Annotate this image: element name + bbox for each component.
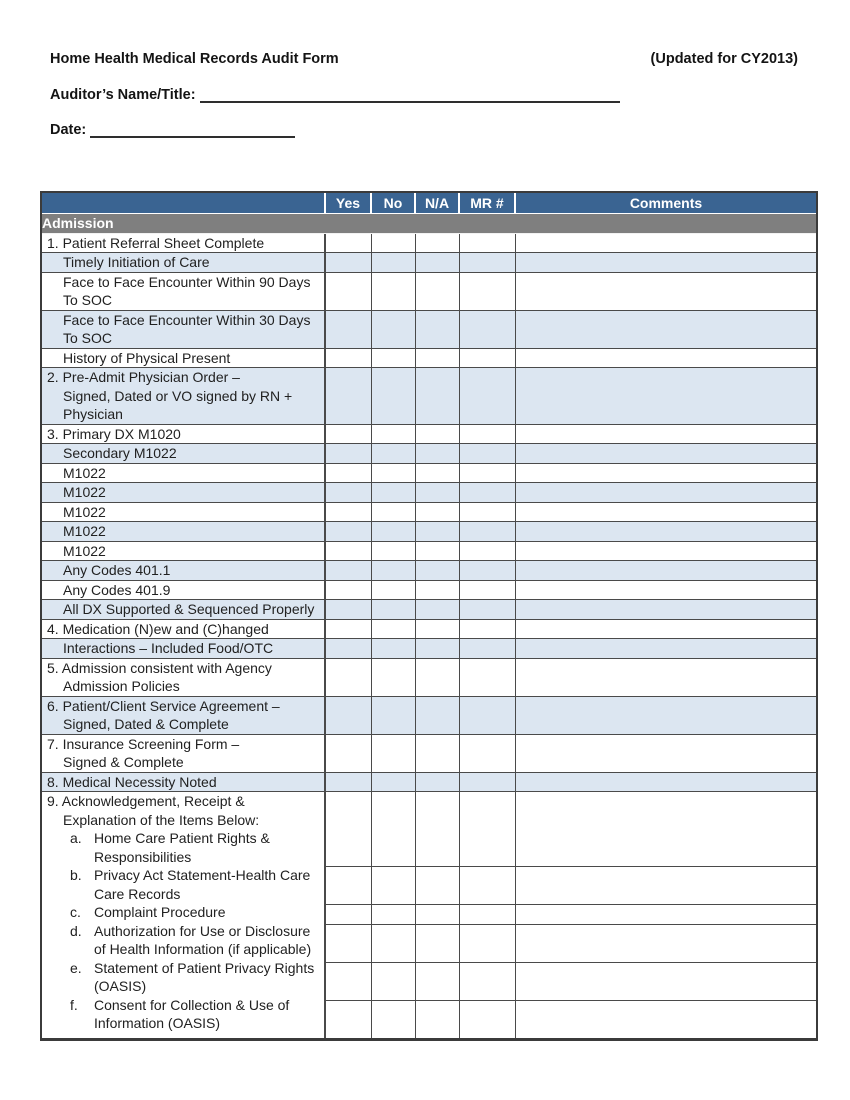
col-header-comments: Comments <box>516 193 816 214</box>
yes-cell[interactable] <box>326 773 372 793</box>
comments-cell[interactable] <box>516 503 816 523</box>
mr-cell[interactable] <box>460 867 516 905</box>
row-label: 6. Patient/Client Service Agreement – Signed, Dated & Complete <box>42 697 326 735</box>
comments-cell[interactable] <box>516 311 816 349</box>
sub-item-letter: e. <box>70 959 82 976</box>
comments-cell[interactable] <box>516 425 816 445</box>
col-header-mr: MR # <box>460 193 516 214</box>
col-header-na: N/A <box>416 193 460 214</box>
yes-cell[interactable] <box>326 1001 372 1038</box>
updated-for-label: (Updated for CY2013) <box>650 51 798 67</box>
no-cell[interactable] <box>372 483 416 503</box>
yes-cell[interactable] <box>326 639 372 659</box>
mr-cell[interactable] <box>460 905 516 925</box>
table-row <box>42 697 816 735</box>
table-row <box>42 735 816 773</box>
mr-cell[interactable] <box>460 349 516 369</box>
mr-cell[interactable] <box>460 773 516 793</box>
no-cell[interactable] <box>372 773 416 793</box>
no-cell[interactable] <box>372 867 416 905</box>
comments-cell[interactable] <box>516 697 816 735</box>
na-cell[interactable] <box>416 273 460 311</box>
na-cell[interactable] <box>416 349 460 369</box>
row-label: M1022 <box>42 503 326 523</box>
na-cell[interactable] <box>416 925 460 963</box>
col-header-yes: Yes <box>326 193 372 214</box>
audit-table <box>40 191 818 1041</box>
yes-cell[interactable] <box>326 234 372 254</box>
date-field <box>50 122 295 138</box>
row-label: All DX Supported & Sequenced Properly <box>42 600 326 620</box>
sub-item-label: Complaint Procedure <box>94 904 226 920</box>
comments-cell[interactable] <box>516 522 816 542</box>
page-title: Home Health Medical Records Audit Form <box>50 51 339 67</box>
no-cell[interactable] <box>372 444 416 464</box>
mr-cell[interactable] <box>460 368 516 425</box>
no-cell[interactable] <box>372 464 416 484</box>
mr-cell[interactable] <box>460 311 516 349</box>
mr-cell[interactable] <box>460 561 516 581</box>
yes-cell[interactable] <box>326 444 372 464</box>
na-cell[interactable] <box>416 581 460 601</box>
table-row <box>42 273 816 311</box>
mr-cell[interactable] <box>460 1001 516 1038</box>
row-label: M1022 <box>42 483 326 503</box>
yes-cell[interactable] <box>326 925 372 963</box>
yes-cell[interactable] <box>326 867 372 905</box>
na-cell[interactable] <box>416 867 460 905</box>
na-cell[interactable] <box>416 561 460 581</box>
na-cell[interactable] <box>416 697 460 735</box>
mr-cell[interactable] <box>460 792 516 867</box>
na-cell[interactable] <box>416 444 460 464</box>
table-row <box>42 639 816 659</box>
comments-cell[interactable] <box>516 925 816 963</box>
yes-cell[interactable] <box>326 697 372 735</box>
yes-cell[interactable] <box>326 561 372 581</box>
table-row <box>42 311 816 349</box>
auditor-name-line[interactable] <box>200 87 620 103</box>
comments-cell[interactable] <box>516 905 816 925</box>
no-cell[interactable] <box>372 1001 416 1038</box>
mr-cell[interactable] <box>460 425 516 445</box>
mr-cell[interactable] <box>460 522 516 542</box>
section-header-admission <box>42 214 816 234</box>
table-row <box>42 561 816 581</box>
comments-cell[interactable] <box>516 581 816 601</box>
no-cell[interactable] <box>372 697 416 735</box>
row-label: Face to Face Encounter Within 90 Days To SOC <box>42 273 326 311</box>
no-cell[interactable] <box>372 522 416 542</box>
no-cell[interactable] <box>372 253 416 273</box>
comments-cell[interactable] <box>516 963 816 1001</box>
sub-item-label: Consent for Collection & Use of <box>94 996 290 1013</box>
no-cell[interactable] <box>372 925 416 963</box>
no-cell[interactable] <box>372 600 416 620</box>
yes-cell[interactable] <box>326 464 372 484</box>
no-cell[interactable] <box>372 273 416 311</box>
table-row <box>42 234 816 254</box>
auditor-field <box>50 87 620 103</box>
na-cell[interactable] <box>416 963 460 1001</box>
row-label-item9: 9. Acknowledgement, Receipt & Explanation of the Items Below: a. Home Care Patient Rights & Responsibilities b. Privacy Act Statement-Health Care Care Records c. Complaint Procedure d. Authorization for Use or Disclosure of Health Information (if applicable) e. Statement of Patient Privacy Rights (OASIS) f. Consent for Collection & Use of Information (OASIS) <box>42 792 326 1038</box>
no-cell[interactable] <box>372 542 416 562</box>
table-row <box>42 581 816 601</box>
col-header-item <box>42 193 326 214</box>
mr-cell[interactable] <box>460 925 516 963</box>
comments-cell[interactable] <box>516 867 816 905</box>
mr-cell[interactable] <box>460 581 516 601</box>
table-row-item9 <box>42 792 816 867</box>
comments-cell[interactable] <box>516 620 816 640</box>
yes-cell[interactable] <box>326 581 372 601</box>
no-cell[interactable] <box>372 349 416 369</box>
mr-cell[interactable] <box>460 444 516 464</box>
table-row <box>42 542 816 562</box>
row-label: Secondary M1022 <box>42 444 326 464</box>
yes-cell[interactable] <box>326 905 372 925</box>
no-cell[interactable] <box>372 963 416 1001</box>
sub-item-letter: c. <box>70 904 81 920</box>
row-label: 8. Medical Necessity Noted <box>42 773 326 793</box>
na-cell[interactable] <box>416 905 460 925</box>
na-cell[interactable] <box>416 773 460 793</box>
no-cell[interactable] <box>372 792 416 867</box>
comments-cell[interactable] <box>516 368 816 425</box>
sub-item-letter: d. <box>70 922 82 939</box>
no-cell[interactable] <box>372 639 416 659</box>
na-cell[interactable] <box>416 368 460 425</box>
table-row <box>42 425 816 445</box>
row-label: Interactions – Included Food/OTC <box>42 639 326 659</box>
mr-cell[interactable] <box>460 542 516 562</box>
table-row <box>42 600 816 620</box>
yes-cell[interactable] <box>326 253 372 273</box>
sub-item-label: Home Care Patient Rights & <box>94 830 270 846</box>
yes-cell[interactable] <box>326 620 372 640</box>
na-cell[interactable] <box>416 503 460 523</box>
yes-cell[interactable] <box>326 792 372 867</box>
sub-item-label: Privacy Act Statement-Health Care <box>94 867 311 883</box>
row-label: 4. Medication (N)ew and (C)hanged <box>42 620 326 640</box>
yes-cell[interactable] <box>326 735 372 773</box>
table-row <box>42 659 816 697</box>
na-cell[interactable] <box>416 600 460 620</box>
sub-item-label: Authorization for Use or Disclosure <box>94 922 311 939</box>
comments-cell[interactable] <box>516 253 816 273</box>
row-label: History of Physical Present <box>42 349 326 369</box>
table-header-row <box>42 193 816 214</box>
na-cell[interactable] <box>416 311 460 349</box>
no-cell[interactable] <box>372 234 416 254</box>
row-label: Face to Face Encounter Within 30 Days To SOC <box>42 311 326 349</box>
sub-item-letter: a. <box>70 830 82 846</box>
mr-cell[interactable] <box>460 697 516 735</box>
mr-cell[interactable] <box>460 963 516 1001</box>
yes-cell[interactable] <box>326 503 372 523</box>
comments-cell[interactable] <box>516 464 816 484</box>
sub-item-letter: b. <box>70 867 82 883</box>
mr-cell[interactable] <box>460 659 516 697</box>
table-row <box>42 464 816 484</box>
na-cell[interactable] <box>416 620 460 640</box>
comments-cell[interactable] <box>516 773 816 793</box>
table-row <box>42 444 816 464</box>
yes-cell[interactable] <box>326 542 372 562</box>
no-cell[interactable] <box>372 659 416 697</box>
comments-cell[interactable] <box>516 234 816 254</box>
audit-table-body <box>42 214 816 1038</box>
comments-cell[interactable] <box>516 542 816 562</box>
mr-cell[interactable] <box>460 639 516 659</box>
table-row <box>42 522 816 542</box>
no-cell[interactable] <box>372 735 416 773</box>
row-label: 2. Pre-Admit Physician Order – Signed, Dated or VO signed by RN + Physician <box>42 368 326 425</box>
table-row <box>42 349 816 369</box>
row-label: 5. Admission consistent with Agency Admission Policies <box>42 659 326 697</box>
no-cell[interactable] <box>372 620 416 640</box>
comments-cell[interactable] <box>516 273 816 311</box>
comments-cell[interactable] <box>516 1001 816 1038</box>
mr-cell[interactable] <box>460 253 516 273</box>
na-cell[interactable] <box>416 792 460 867</box>
row-label: 1. Patient Referral Sheet Complete <box>42 234 326 254</box>
mr-cell[interactable] <box>460 464 516 484</box>
table-row <box>42 773 816 793</box>
mr-cell[interactable] <box>460 600 516 620</box>
no-cell[interactable] <box>372 425 416 445</box>
table-row <box>42 503 816 523</box>
no-cell[interactable] <box>372 905 416 925</box>
comments-cell[interactable] <box>516 735 816 773</box>
col-header-no: No <box>372 193 416 214</box>
comments-cell[interactable] <box>516 792 816 867</box>
date-line[interactable] <box>90 122 295 138</box>
na-cell[interactable] <box>416 234 460 254</box>
na-cell[interactable] <box>416 464 460 484</box>
row-label: M1022 <box>42 522 326 542</box>
mr-cell[interactable] <box>460 503 516 523</box>
date-label: Date: <box>50 122 87 138</box>
mr-cell[interactable] <box>460 234 516 254</box>
mr-cell[interactable] <box>460 273 516 311</box>
yes-cell[interactable] <box>326 963 372 1001</box>
na-cell[interactable] <box>416 735 460 773</box>
na-cell[interactable] <box>416 253 460 273</box>
yes-cell[interactable] <box>326 273 372 311</box>
yes-cell[interactable] <box>326 311 372 349</box>
comments-cell[interactable] <box>516 639 816 659</box>
no-cell[interactable] <box>372 311 416 349</box>
na-cell[interactable] <box>416 425 460 445</box>
no-cell[interactable] <box>372 581 416 601</box>
mr-cell[interactable] <box>460 620 516 640</box>
yes-cell[interactable] <box>326 483 372 503</box>
comments-cell[interactable] <box>516 561 816 581</box>
no-cell[interactable] <box>372 368 416 425</box>
table-row <box>42 483 816 503</box>
comments-cell[interactable] <box>516 659 816 697</box>
comments-cell[interactable] <box>516 483 816 503</box>
na-cell[interactable] <box>416 483 460 503</box>
yes-cell[interactable] <box>326 659 372 697</box>
mr-cell[interactable] <box>460 483 516 503</box>
yes-cell[interactable] <box>326 425 372 445</box>
no-cell[interactable] <box>372 503 416 523</box>
na-cell[interactable] <box>416 1001 460 1038</box>
row-label: 3. Primary DX M1020 <box>42 425 326 445</box>
na-cell[interactable] <box>416 659 460 697</box>
row-label: M1022 <box>42 542 326 562</box>
row-label: Timely Initiation of Care <box>42 253 326 273</box>
auditor-label: Auditor’s Name/Title: <box>50 87 196 103</box>
sub-item-label: Statement of Patient Privacy Rights <box>94 959 315 976</box>
row-label: Any Codes 401.1 <box>42 561 326 581</box>
no-cell[interactable] <box>372 561 416 581</box>
table-row <box>42 253 816 273</box>
row-label: M1022 <box>42 464 326 484</box>
yes-cell[interactable] <box>326 368 372 425</box>
row-label: Any Codes 401.9 <box>42 581 326 601</box>
yes-cell[interactable] <box>326 600 372 620</box>
na-cell[interactable] <box>416 522 460 542</box>
table-row <box>42 368 816 425</box>
section-title: Admission <box>42 214 816 234</box>
table-row <box>42 620 816 640</box>
yes-cell[interactable] <box>326 349 372 369</box>
comments-cell[interactable] <box>516 349 816 369</box>
na-cell[interactable] <box>416 639 460 659</box>
mr-cell[interactable] <box>460 735 516 773</box>
na-cell[interactable] <box>416 542 460 562</box>
sub-item-letter: f. <box>70 996 78 1013</box>
yes-cell[interactable] <box>326 522 372 542</box>
comments-cell[interactable] <box>516 600 816 620</box>
comments-cell[interactable] <box>516 444 816 464</box>
row-label: 7. Insurance Screening Form – Signed & Complete <box>42 735 326 773</box>
